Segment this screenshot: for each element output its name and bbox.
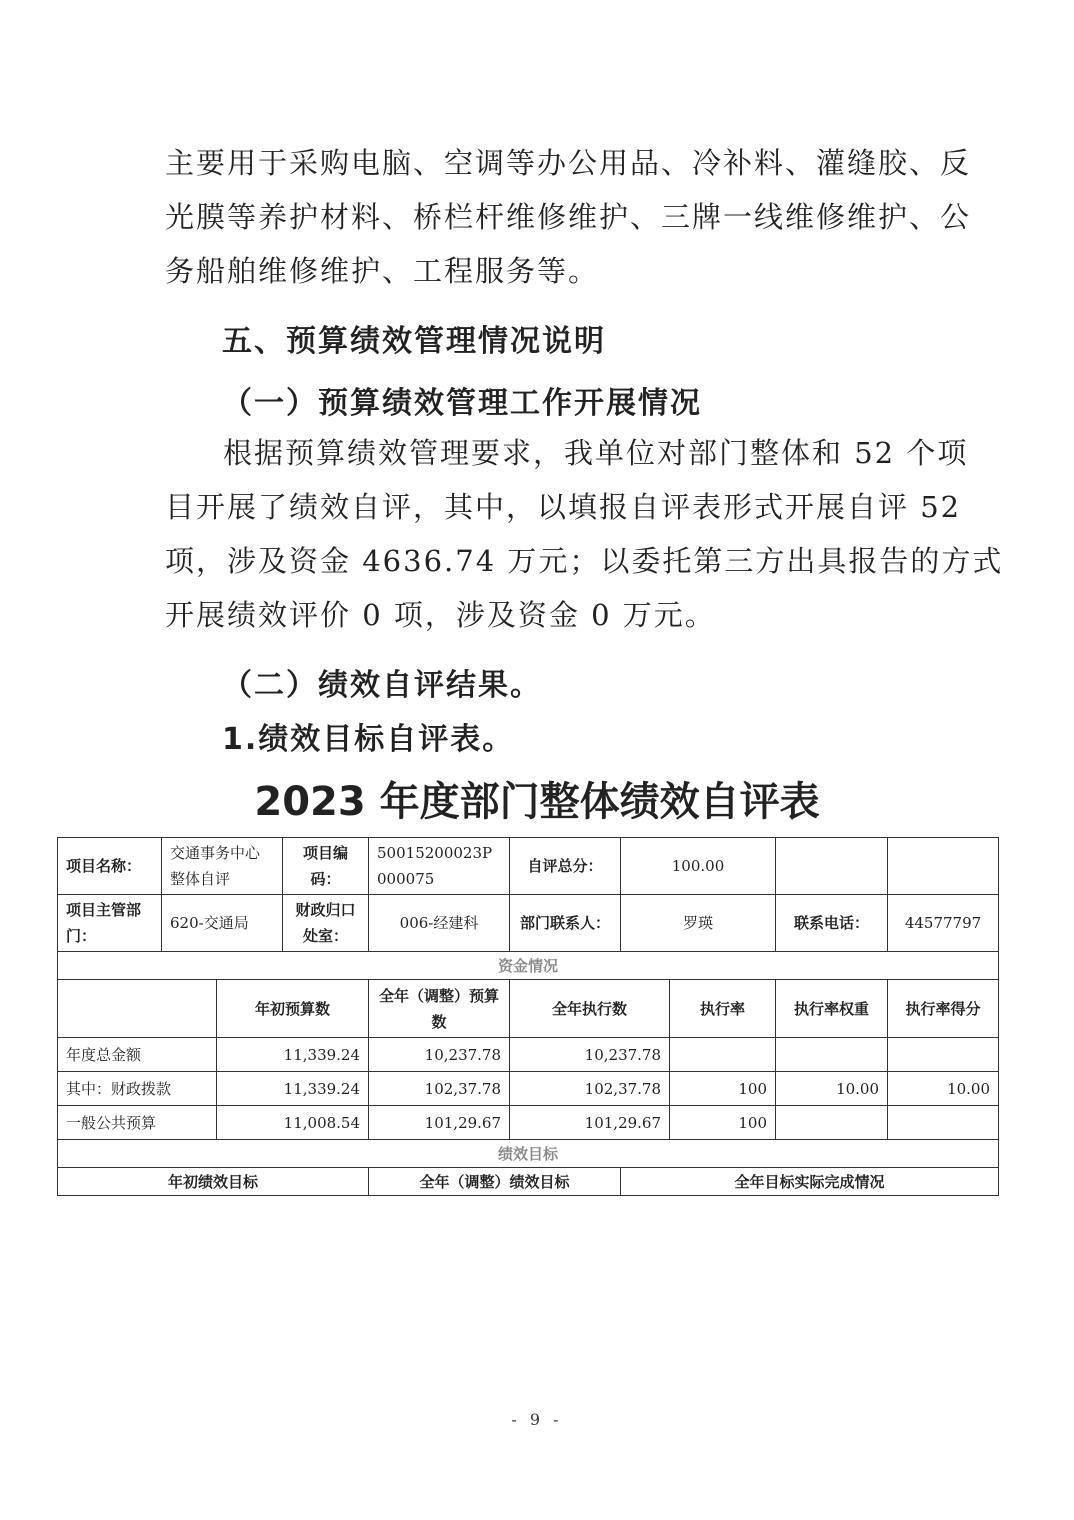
table-row [58, 980, 999, 1038]
table-title: 2023 年度部门整体绩效自评表 [254, 779, 820, 825]
cell-value: 10.00 [776, 1072, 888, 1106]
table-row [58, 895, 999, 952]
subsection-heading-3: 1.绩效目标自评表。 [222, 722, 515, 757]
text-line: 光膜等养护材料、桥栏杆维修维护、三牌一线维修维护、公 [165, 200, 972, 234]
column-header: 执行率得分 [888, 980, 999, 1038]
row-label: 年度总金额 [58, 1038, 217, 1072]
empty-cell [888, 838, 999, 895]
empty-cell [776, 838, 888, 895]
cell-value: 100 [670, 1106, 776, 1140]
cell-value: 11,008.54 [217, 1106, 369, 1140]
phone-value: 44577797 [888, 895, 999, 952]
cell-value: 11,339.24 [217, 1038, 369, 1072]
contact-label: 部门联系人： [510, 895, 621, 952]
funds-section-header: 资金情况 [58, 952, 999, 980]
table-row [58, 952, 999, 980]
cell-value: 10.00 [888, 1072, 999, 1106]
score-label: 自评总分： [510, 838, 621, 895]
goals-section-header: 绩效目标 [58, 1140, 999, 1168]
table-row [58, 838, 999, 895]
empty-cell [58, 980, 217, 1038]
project-name-value: 交通事务中心整体自评 [162, 838, 283, 895]
cell-value: 11,339.24 [217, 1072, 369, 1106]
table-row [58, 1038, 999, 1072]
section-heading-5: 五、预算绩效管理情况说明 [222, 324, 606, 359]
page-number: - 9 - [511, 1410, 563, 1429]
cell-value: 10,237.78 [369, 1038, 510, 1072]
cell-value: 100 [670, 1072, 776, 1106]
subsection-heading-1: （一）预算绩效管理工作开展情况 [222, 386, 702, 421]
column-header: 年初绩效目标 [58, 1168, 369, 1196]
cell-value [776, 1106, 888, 1140]
project-code-label: 项目编码： [283, 838, 369, 895]
phone-label: 联系电话： [776, 895, 888, 952]
cell-value: 10,237.78 [510, 1038, 670, 1072]
table-row [58, 1168, 999, 1196]
project-name-label: 项目名称： [58, 838, 162, 895]
column-header: 执行率权重 [776, 980, 888, 1038]
office-label: 财政归口处室： [283, 895, 369, 952]
self-evaluation-table [57, 837, 999, 1196]
table-row [58, 1072, 999, 1106]
office-value: 006-经建科 [369, 895, 510, 952]
column-header: 执行率 [670, 980, 776, 1038]
column-header: 全年（调整）绩效目标 [369, 1168, 621, 1196]
table-row [58, 1140, 999, 1168]
paragraph-performance [165, 426, 1004, 642]
cell-value: 102,37.78 [369, 1072, 510, 1106]
row-label: 一般公共预算 [58, 1106, 217, 1140]
text-line: 目开展了绩效自评，其中，以填报自评表形式开展自评 52 [165, 490, 962, 524]
dept-label: 项目主管部门： [58, 895, 162, 952]
cell-value [776, 1038, 888, 1072]
cell-value [670, 1038, 776, 1072]
cell-value: 101,29.67 [510, 1106, 670, 1140]
text-line: 务船舶维修维护、工程服务等。 [165, 254, 600, 288]
cell-value [888, 1038, 999, 1072]
column-header: 全年目标实际完成情况 [621, 1168, 999, 1196]
column-header: 全年（调整）预算数 [369, 980, 510, 1038]
column-header: 年初预算数 [217, 980, 369, 1038]
text-line: 主要用于采购电脑、空调等办公用品、冷补料、灌缝胶、反 [165, 146, 972, 180]
text-line: 项，涉及资金 4636.74 万元；以委托第三方出具报告的方式 [165, 544, 1004, 578]
row-label: 其中：财政拨款 [58, 1072, 217, 1106]
text-line: 根据预算绩效管理要求，我单位对部门整体和 52 个项 [223, 436, 969, 470]
project-code-value: 50015200023P000075 [369, 838, 510, 895]
dept-value: 620-交通局 [162, 895, 283, 952]
table-row [58, 1106, 999, 1140]
cell-value: 102,37.78 [510, 1072, 670, 1106]
column-header: 全年执行数 [510, 980, 670, 1038]
cell-value [888, 1106, 999, 1140]
paragraph-continuation [165, 136, 972, 298]
contact-value: 罗瑛 [621, 895, 776, 952]
score-value: 100.00 [621, 838, 776, 895]
subsection-heading-2: （二）绩效自评结果。 [222, 668, 542, 703]
text-line: 开展绩效评价 0 项，涉及资金 0 万元。 [165, 598, 716, 632]
cell-value: 101,29.67 [369, 1106, 510, 1140]
